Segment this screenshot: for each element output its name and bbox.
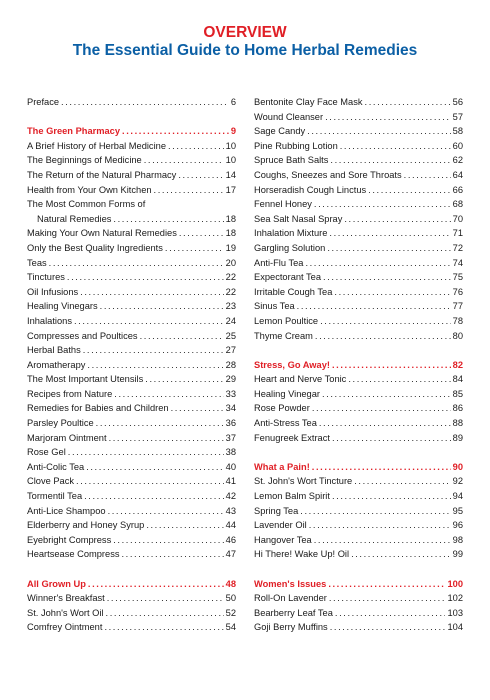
- toc-page-number: 68: [452, 199, 463, 210]
- toc-entry-title: Anti-Flu Tea: [254, 257, 304, 268]
- toc-entry[interactable]: [27, 139, 236, 154]
- toc-page-number: 38: [225, 447, 236, 458]
- toc-page-number: 100: [447, 578, 463, 589]
- toc-page-number: 58: [452, 126, 463, 137]
- toc-entry[interactable]: [27, 285, 236, 300]
- toc-page-number: 82: [452, 359, 463, 370]
- toc-entry[interactable]: [254, 416, 463, 431]
- toc-entry[interactable]: [254, 270, 463, 285]
- toc-entry[interactable]: [254, 197, 463, 212]
- dot-leader: [140, 329, 224, 344]
- toc-page-number: 95: [452, 505, 463, 516]
- toc-entry-title: Hi There! Wake Up! Oil: [254, 549, 350, 560]
- dot-leader: [145, 372, 223, 387]
- toc-entry[interactable]: [27, 329, 236, 344]
- toc-entry[interactable]: [254, 124, 463, 139]
- dot-leader: [332, 489, 451, 504]
- toc-page-number: 22: [225, 286, 236, 297]
- toc-entry-title: Oil Infusions: [27, 286, 79, 297]
- toc-entry-title: Bentonite Clay Face Mask: [254, 97, 363, 107]
- toc-entry[interactable]: [27, 504, 236, 519]
- toc-entry-title: St. John's Wort Tincture: [254, 476, 353, 487]
- toc-page-number: 84: [452, 374, 463, 385]
- toc-entry[interactable]: [254, 606, 463, 621]
- toc-page-number: 86: [452, 403, 463, 414]
- toc-entry-title: Remedies for Babies and Children: [27, 403, 169, 414]
- dot-leader: [340, 139, 451, 154]
- toc-page-number: 10: [225, 140, 236, 151]
- toc-entry-title: Tinctures: [27, 272, 65, 283]
- toc-page-number: 47: [225, 549, 236, 560]
- toc-entry-title: What a Pain!: [254, 461, 310, 472]
- toc-entry-title: The Green Pharmacy: [27, 126, 121, 137]
- toc-left-column: [27, 95, 236, 635]
- toc-page-number: 18: [225, 213, 236, 224]
- section-spacer: [254, 445, 463, 460]
- dot-leader: [88, 577, 224, 592]
- toc-entry[interactable]: [254, 226, 463, 241]
- toc-entry[interactable]: [27, 314, 236, 329]
- toc-entry[interactable]: [27, 401, 236, 416]
- dot-leader: [168, 139, 224, 154]
- toc-entry-title: The Return of the Natural Pharmacy: [27, 169, 177, 180]
- toc-entry[interactable]: [27, 343, 236, 358]
- toc-entry-title: Inhalation Mixture: [254, 228, 328, 239]
- toc-entry[interactable]: [254, 372, 463, 387]
- toc-entry-title: A Brief History of Herbal Medicine: [27, 140, 166, 151]
- toc-page-number: 10: [225, 155, 236, 166]
- toc-entry[interactable]: [27, 533, 236, 548]
- toc-entry[interactable]: [27, 212, 236, 227]
- dot-leader: [325, 110, 451, 125]
- toc-section-heading[interactable]: [254, 358, 463, 373]
- toc-entry-title: Heart and Nerve Tonic: [254, 374, 347, 385]
- toc-entry[interactable]: [254, 474, 463, 489]
- toc-entry[interactable]: [27, 431, 236, 446]
- toc-entry-title: Lavender Oil: [254, 520, 307, 531]
- toc-page-number: 70: [452, 213, 463, 224]
- toc-page-number: 29: [225, 374, 236, 385]
- toc-page-number: 64: [452, 169, 463, 180]
- dot-leader: [76, 474, 224, 489]
- toc-entry[interactable]: [27, 606, 236, 621]
- toc-entry-title: Fennel Honey: [254, 199, 312, 210]
- dot-leader: [67, 270, 224, 285]
- toc-entry[interactable]: [254, 329, 463, 344]
- toc-entry-title: Lemon Balm Spirit: [254, 491, 330, 502]
- dot-leader: [106, 606, 224, 621]
- toc-page-number: 56: [452, 97, 463, 107]
- dot-leader: [114, 387, 223, 402]
- toc-page-number: 90: [452, 461, 463, 472]
- toc-section-heading[interactable]: [254, 460, 463, 475]
- toc-page-number: 71: [452, 228, 463, 239]
- dot-leader: [344, 212, 450, 227]
- toc-entry-title: Gargling Solution: [254, 242, 326, 253]
- toc-entry[interactable]: [254, 299, 463, 314]
- toc-page-number: 33: [225, 388, 236, 399]
- toc-entry-title: Parsley Poultice: [27, 418, 94, 429]
- toc-page-number: 66: [452, 184, 463, 195]
- toc-entry[interactable]: [27, 489, 236, 504]
- dot-leader: [122, 124, 229, 139]
- toc-page-number: 94: [452, 491, 463, 502]
- toc-entry-title: Eyebright Compress: [27, 534, 112, 545]
- toc-entry-title: Hangover Tea: [254, 534, 312, 545]
- toc-entry-title: Irritable Cough Tea: [254, 286, 333, 297]
- toc-entry-title: Heartsease Compress: [27, 549, 120, 560]
- dot-leader: [334, 285, 450, 300]
- toc-page-number: 40: [225, 461, 236, 472]
- toc-entry-title: Rose Powder: [254, 403, 310, 414]
- toc-entry[interactable]: [27, 168, 236, 183]
- toc-entry-title: Healing Vinegars: [27, 301, 98, 312]
- toc-entry-title: Anti-Colic Tea: [27, 461, 85, 472]
- dot-leader: [154, 183, 224, 198]
- toc-page-number: 17: [225, 184, 236, 195]
- toc-entry-title: Spruce Bath Salts: [254, 155, 329, 166]
- toc-entry-title: Sea Salt Nasal Spray: [254, 213, 343, 224]
- toc-page-number: 75: [452, 272, 463, 283]
- dot-leader: [109, 431, 224, 446]
- toc-page-number: 57: [452, 111, 463, 122]
- dot-leader: [305, 256, 450, 271]
- dot-leader: [84, 489, 224, 504]
- dot-leader: [368, 183, 451, 198]
- toc-entry-title: Stress, Go Away!: [254, 359, 330, 370]
- dot-leader: [315, 329, 451, 344]
- toc-entry-title: Natural Remedies: [37, 213, 112, 224]
- toc-entry[interactable]: [254, 168, 463, 183]
- toc-section-heading[interactable]: [27, 124, 236, 139]
- dot-leader: [327, 241, 450, 256]
- toc-entry-title: Aromatherapy: [27, 359, 86, 370]
- dot-leader: [300, 504, 450, 519]
- dot-leader: [87, 358, 223, 373]
- toc-entry-title: Inhalations: [27, 315, 72, 326]
- toc-entry[interactable]: [254, 518, 463, 533]
- toc-entry[interactable]: [27, 474, 236, 489]
- toc-page-number: 28: [225, 359, 236, 370]
- toc-page-number: 80: [452, 330, 463, 341]
- toc-entry-title: Elderberry and Honey Syrup: [27, 520, 145, 531]
- dot-leader: [332, 358, 451, 373]
- toc-entry-title: Fenugreek Extract: [254, 432, 330, 443]
- toc-entry[interactable]: [254, 533, 463, 548]
- dot-leader: [320, 314, 451, 329]
- toc-entry[interactable]: [27, 241, 236, 256]
- toc-entry[interactable]: [27, 445, 236, 460]
- toc-page-number: 9: [230, 126, 236, 137]
- dot-leader: [404, 168, 451, 183]
- toc-page-number: 85: [452, 388, 463, 399]
- page-title: OVERVIEW: [203, 24, 287, 41]
- toc-entry-title: Pine Rubbing Lotion: [254, 140, 338, 151]
- toc-entry[interactable]: [27, 197, 236, 212]
- toc-entry-title: Comfrey Ointment: [27, 622, 103, 633]
- toc-page-number: 102: [447, 593, 463, 604]
- dot-leader: [146, 518, 223, 533]
- toc-page-number: 27: [225, 345, 236, 356]
- toc-entry-title: All Grown Up: [27, 578, 86, 589]
- toc-entry-title: Expectorant Tea: [254, 272, 322, 283]
- toc-section-heading[interactable]: [27, 577, 236, 592]
- toc-entry[interactable]: [254, 504, 463, 519]
- toc-entry[interactable]: [254, 153, 463, 168]
- toc-page-number: 25: [225, 330, 236, 341]
- dot-leader: [144, 153, 224, 168]
- dot-leader: [322, 387, 451, 402]
- toc-entry-title: Only the Best Quality Ingredients: [27, 242, 163, 253]
- toc-entry[interactable]: [27, 153, 236, 168]
- toc-page-number: 76: [452, 286, 463, 297]
- toc-entry-title: The Beginnings of Medicine: [27, 155, 142, 166]
- section-spacer: [254, 343, 463, 358]
- toc-page-number: 62: [452, 155, 463, 166]
- toc-page-number: 96: [452, 520, 463, 531]
- toc-entry[interactable]: [27, 620, 236, 635]
- toc-entry-title: Bearberry Leaf Tea: [254, 607, 333, 618]
- toc-entry[interactable]: [254, 620, 463, 635]
- toc-page-number: 19: [225, 242, 236, 253]
- toc-entry-title: Health from Your Own Kitchen: [27, 184, 152, 195]
- toc-entry-title: Preface: [27, 97, 60, 107]
- toc-entry-title: Thyme Cream: [254, 330, 313, 341]
- dot-leader: [312, 401, 451, 416]
- section-spacer: [27, 562, 236, 577]
- dot-leader: [80, 285, 224, 300]
- dot-leader: [165, 241, 224, 256]
- toc-entry-title: The Most Important Utensils: [27, 374, 144, 385]
- toc-entry[interactable]: [27, 299, 236, 314]
- dot-leader: [323, 270, 451, 285]
- toc-page-number: 78: [452, 315, 463, 326]
- toc-page-number: 14: [225, 169, 236, 180]
- toc-page-number: 18: [225, 228, 236, 239]
- dot-leader: [332, 431, 451, 446]
- toc-entry-title: Horseradish Cough Linctus: [254, 184, 367, 195]
- toc-page-number: 103: [447, 607, 463, 618]
- toc-entry[interactable]: [254, 110, 463, 125]
- toc-page-number: 60: [452, 140, 463, 151]
- toc-entry[interactable]: [254, 547, 463, 562]
- dot-leader: [100, 299, 224, 314]
- toc-entry-title: Recipes from Nature: [27, 388, 113, 399]
- dot-leader: [83, 343, 224, 358]
- dot-leader: [104, 620, 223, 635]
- toc-page-number: 72: [452, 242, 463, 253]
- toc-entry[interactable]: [27, 372, 236, 387]
- toc-page-number: 54: [225, 622, 236, 633]
- toc-entry-title: The Most Common Forms of: [27, 199, 146, 210]
- toc-page-number: 50: [225, 593, 236, 604]
- toc-entry[interactable]: [254, 401, 463, 416]
- toc-page-number: 104: [447, 622, 463, 633]
- toc-entry-title: Rose Gel: [27, 447, 66, 458]
- toc-entry[interactable]: [254, 591, 463, 606]
- dot-leader: [74, 314, 224, 329]
- toc-entry-title: Lemon Poultice: [254, 315, 319, 326]
- toc-entry-title: Sage Candy: [254, 126, 306, 137]
- toc-entry[interactable]: [254, 387, 463, 402]
- toc-entry[interactable]: [27, 226, 236, 241]
- toc-entry[interactable]: [254, 431, 463, 446]
- toc-page-number: 42: [225, 491, 236, 502]
- toc-entry-title: Making Your Own Natural Remedies: [27, 228, 177, 239]
- toc-page-number: 22: [225, 272, 236, 283]
- toc-page-number: 34: [225, 403, 236, 414]
- toc-page-number: 6: [230, 97, 236, 107]
- dot-leader: [122, 547, 224, 562]
- dot-leader: [314, 197, 451, 212]
- dot-leader: [113, 212, 223, 227]
- toc-entry[interactable]: [27, 183, 236, 198]
- toc-entry-title: Sinus Tea: [254, 301, 295, 312]
- toc-page-number: 20: [225, 257, 236, 268]
- dot-leader: [330, 153, 450, 168]
- toc-page-number: 98: [452, 534, 463, 545]
- toc-entry-title: Anti-Lice Shampoo: [27, 505, 106, 516]
- toc-right-column: [254, 95, 463, 635]
- dot-leader: [68, 445, 224, 460]
- toc-entry[interactable]: [254, 314, 463, 329]
- toc-entry-title: Compresses and Poultices: [27, 330, 138, 341]
- page-subtitle: The Essential Guide to Home Herbal Remedies: [72, 42, 418, 59]
- toc-entry[interactable]: [27, 591, 236, 606]
- toc-entry[interactable]: [254, 489, 463, 504]
- toc-entry-title: Tormentil Tea: [27, 491, 83, 502]
- toc-entry-title: Wound Cleanser: [254, 111, 324, 122]
- toc-entry[interactable]: [254, 285, 463, 300]
- toc-entry-title: Spring Tea: [254, 505, 299, 516]
- toc-entry-title: Coughs, Sneezes and Sore Throats: [254, 169, 402, 180]
- dot-leader: [319, 416, 451, 431]
- dot-leader: [61, 95, 229, 110]
- dot-leader: [329, 226, 450, 241]
- toc-page-number: 52: [225, 607, 236, 618]
- dot-leader: [309, 518, 451, 533]
- toc-entry-title: Roll-On Lavender: [254, 593, 327, 604]
- dot-leader: [335, 606, 446, 621]
- toc-entry-title: Clove Pack: [27, 476, 75, 487]
- toc-page-number: 24: [225, 315, 236, 326]
- dot-leader: [297, 299, 451, 314]
- toc-entry[interactable]: [27, 387, 236, 402]
- toc-page-number: 92: [452, 476, 463, 487]
- toc-entry-title: Teas: [27, 257, 47, 268]
- toc-entry[interactable]: [254, 212, 463, 227]
- dot-leader: [86, 460, 223, 475]
- toc-entry-title: Goji Berry Muffins: [254, 622, 328, 633]
- dot-leader: [354, 474, 450, 489]
- toc-entry[interactable]: [27, 270, 236, 285]
- dot-leader: [171, 401, 224, 416]
- dot-leader: [107, 591, 224, 606]
- toc-entry-title: Winner's Breakfast: [27, 593, 105, 604]
- dot-leader: [348, 372, 450, 387]
- dot-leader: [179, 226, 224, 241]
- toc-section-heading[interactable]: [254, 577, 463, 592]
- toc-page-number: 43: [225, 505, 236, 516]
- toc-entry[interactable]: [27, 358, 236, 373]
- toc-entry[interactable]: [254, 256, 463, 271]
- dot-leader: [307, 124, 450, 139]
- dot-leader: [108, 504, 224, 519]
- toc-page-number: 23: [225, 301, 236, 312]
- toc-page-number: 74: [452, 257, 463, 268]
- toc-page-number: 46: [225, 534, 236, 545]
- toc-page-number: 99: [452, 549, 463, 560]
- toc-entry-title: Women's Issues: [254, 578, 327, 589]
- toc-entry[interactable]: [27, 460, 236, 475]
- toc-entry-title: Herbal Baths: [27, 345, 81, 356]
- dot-leader: [178, 168, 223, 183]
- toc-page-number: 48: [225, 578, 236, 589]
- toc-entry[interactable]: [27, 256, 236, 271]
- toc-page-number: 37: [225, 432, 236, 443]
- dot-leader: [351, 547, 451, 562]
- dot-leader: [329, 591, 446, 606]
- toc-entry[interactable]: [27, 547, 236, 562]
- toc-entry[interactable]: [254, 139, 463, 154]
- toc-entry[interactable]: [27, 416, 236, 431]
- dot-leader: [312, 460, 451, 475]
- section-spacer: [254, 562, 463, 577]
- toc-page-number: 44: [225, 520, 236, 531]
- toc-page-number: 77: [452, 301, 463, 312]
- dot-leader: [113, 533, 223, 548]
- toc-page-number: 36: [225, 418, 236, 429]
- toc-page-number: 88: [452, 418, 463, 429]
- toc-entry-title: Marjoram Ointment: [27, 432, 107, 443]
- toc-entry[interactable]: [27, 95, 236, 110]
- toc-entry-title: St. John's Wort Oil: [27, 607, 104, 618]
- toc-page-number: 41: [225, 476, 236, 487]
- toc-entry[interactable]: [254, 183, 463, 198]
- dot-leader: [314, 533, 451, 548]
- toc-entry-title: Healing Vinegar: [254, 388, 320, 399]
- toc-entry[interactable]: [254, 95, 463, 110]
- dot-leader: [49, 256, 224, 271]
- dot-leader: [96, 416, 224, 431]
- dot-leader: [328, 577, 445, 592]
- dot-leader: [330, 620, 446, 635]
- toc-entry[interactable]: [27, 518, 236, 533]
- section-spacer: [27, 110, 236, 125]
- toc-entry-title: Anti-Stress Tea: [254, 418, 317, 429]
- toc-page-number: 89: [452, 432, 463, 443]
- toc-entry[interactable]: [254, 241, 463, 256]
- dot-leader: [365, 95, 451, 110]
